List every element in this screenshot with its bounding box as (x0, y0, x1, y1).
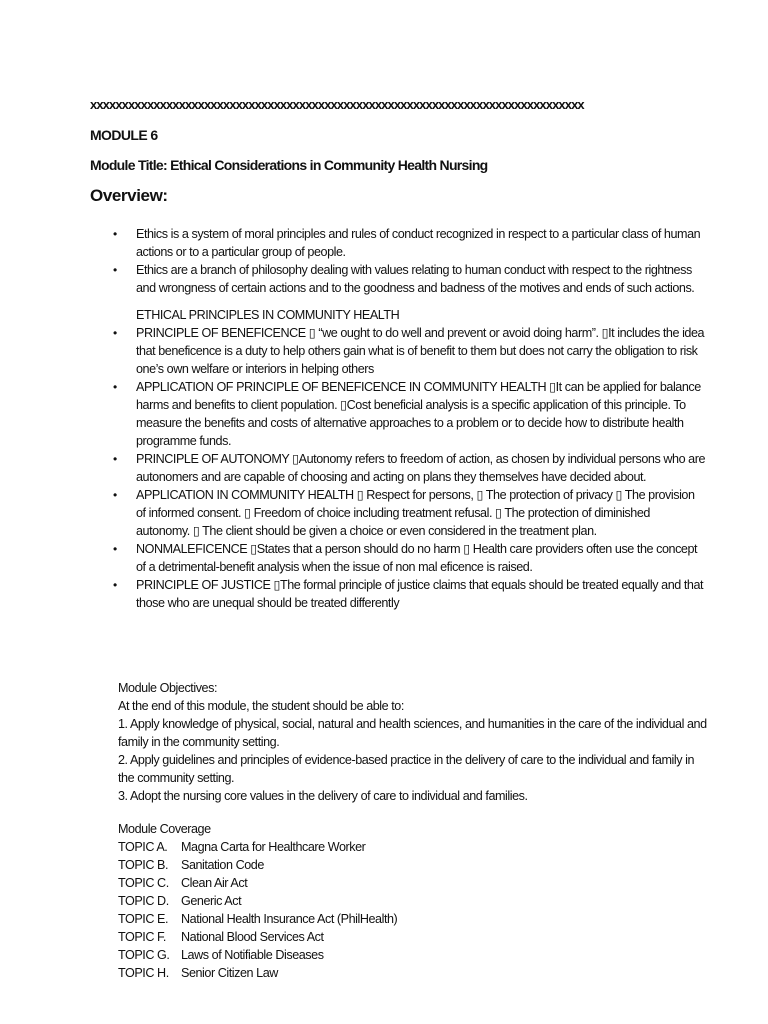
topic-row (118, 838, 708, 856)
overview-list (111, 225, 706, 297)
topic-title: Magna Carta for Healthcare Worker (181, 840, 366, 854)
module-number: MODULE 6 (90, 127, 158, 143)
topic-row (118, 856, 708, 874)
topic-row (118, 964, 708, 982)
list-item (111, 576, 706, 612)
topic-label: TOPIC E. (118, 912, 169, 926)
objective-item: 1. Apply knowledge of physical, social, natural and health sciences, and humanities in the care of the individual and family in the community setting. (118, 717, 707, 749)
bullet-icon: • (113, 263, 117, 277)
list-item (111, 486, 706, 540)
bullet-icon: • (113, 488, 117, 502)
topic-title: Senior Citizen Law (181, 966, 278, 980)
topic-title: Generic Act (181, 894, 242, 908)
list-item-text: APPLICATION IN COMMUNITY HEALTH ▯ Respect for persons, ▯ The protection of privacy ▯ The provision of informed consent. ▯ Freedom of choice including treatment refusal. ▯ The protection of diminished autonomy. ▯ The client should be given a choice or even considered in the treatment plan. (136, 488, 695, 538)
topic-title: Sanitation Code (181, 858, 264, 872)
principles-heading: ETHICAL PRINCIPLES IN COMMUNITY HEALTH (136, 308, 400, 322)
objectives-heading: Module Objectives: (118, 681, 217, 695)
principles-list (111, 324, 706, 612)
list-item-text: NONMALEFICENCE ▯States that a person should do no harm ▯ Health care providers often use the concept of a detrimental-benefit analysis when the issue of non mal eficence is raised. (136, 542, 698, 574)
list-item-text: Ethics is a system of moral principles and rules of conduct recognized in respect to a particular class of human actions or to a particular group of people. (136, 227, 701, 259)
topic-title: Laws of Notifiable Diseases (181, 948, 324, 962)
topic-row (118, 910, 708, 928)
topic-label: TOPIC D. (118, 894, 169, 908)
coverage-heading: Module Coverage (118, 822, 211, 836)
list-item-text: PRINCIPLE OF BENEFICENCE ▯ “we ought to do well and prevent or avoid doing harm”. ▯It includes the idea that beneficence is a duty to help others gain what is of benefit to them but does not carry the obligation to risk one’s own welfare or interiors in helping others (136, 326, 705, 376)
objective-item: 2. Apply guidelines and principles of evidence-based practice in the delivery of care to the individual and family in the community setting. (118, 753, 695, 785)
list-item-text: Ethics are a branch of philosophy dealing with values relating to human conduct with respect to the rightness and wrongness of certain actions and to the goodness and badness of the motives and ends of such actions. (136, 263, 695, 295)
overview-section (111, 225, 706, 612)
bullet-icon: • (113, 452, 117, 466)
bullet-icon: • (113, 227, 117, 241)
bullet-icon: • (113, 380, 117, 394)
topic-label: TOPIC C. (118, 876, 169, 890)
bullet-icon: • (113, 578, 117, 592)
objectives-intro: At the end of this module, the student should be able to: (118, 699, 404, 713)
bullet-icon: • (113, 326, 117, 340)
topic-label: TOPIC F. (118, 930, 166, 944)
topic-label: TOPIC B. (118, 858, 169, 872)
bullet-icon: • (113, 542, 117, 556)
overview-heading: Overview: (90, 186, 168, 205)
objectives-section (118, 679, 708, 805)
topic-label: TOPIC H. (118, 966, 169, 980)
topic-label: TOPIC A. (118, 840, 168, 854)
separator-line: xxxxxxxxxxxxxxxxxxxxxxxxxxxxxxxxxxxxxxxxxxxxxxxxxxxxxxxxxxxxxxxxxxxxxxxxxxxxxx (90, 97, 584, 112)
module-title: Module Title: Ethical Considerations in Community Health Nursing (90, 157, 488, 173)
topic-title: Clean Air Act (181, 876, 248, 890)
topic-title: National Health Insurance Act (PhilHealth) (181, 912, 398, 926)
coverage-section (118, 820, 708, 982)
list-item (111, 378, 706, 450)
list-item-text: PRINCIPLE OF JUSTICE ▯The formal principle of justice claims that equals should be treated equally and that those who are unequal should be treated differently (136, 578, 704, 610)
topic-row (118, 928, 708, 946)
list-item-text: APPLICATION OF PRINCIPLE OF BENEFICENCE IN COMMUNITY HEALTH ▯It can be applied for balance harms and benefits to client population. ▯Cost beneficial analysis is a specific application of this principle. To measure the benefits and costs of alternative approaches to a problem or to decide how to distribute health programme funds. (136, 380, 701, 448)
list-item (111, 261, 706, 297)
topic-label: TOPIC G. (118, 948, 170, 962)
topic-row (118, 874, 708, 892)
list-item (111, 450, 706, 486)
topic-title: National Blood Services Act (181, 930, 324, 944)
list-item (111, 225, 706, 261)
list-item (111, 540, 706, 576)
topic-row (118, 892, 708, 910)
objective-item: 3. Adopt the nursing core values in the delivery of care to individual and families. (118, 789, 528, 803)
list-item-text: PRINCIPLE OF AUTONOMY ▯Autonomy refers to freedom of action, as chosen by individual persons who are autonomers and are capable of choosing and acting on plans they themselves have decided about. (136, 452, 706, 484)
topic-row (118, 946, 708, 964)
list-item (111, 324, 706, 378)
